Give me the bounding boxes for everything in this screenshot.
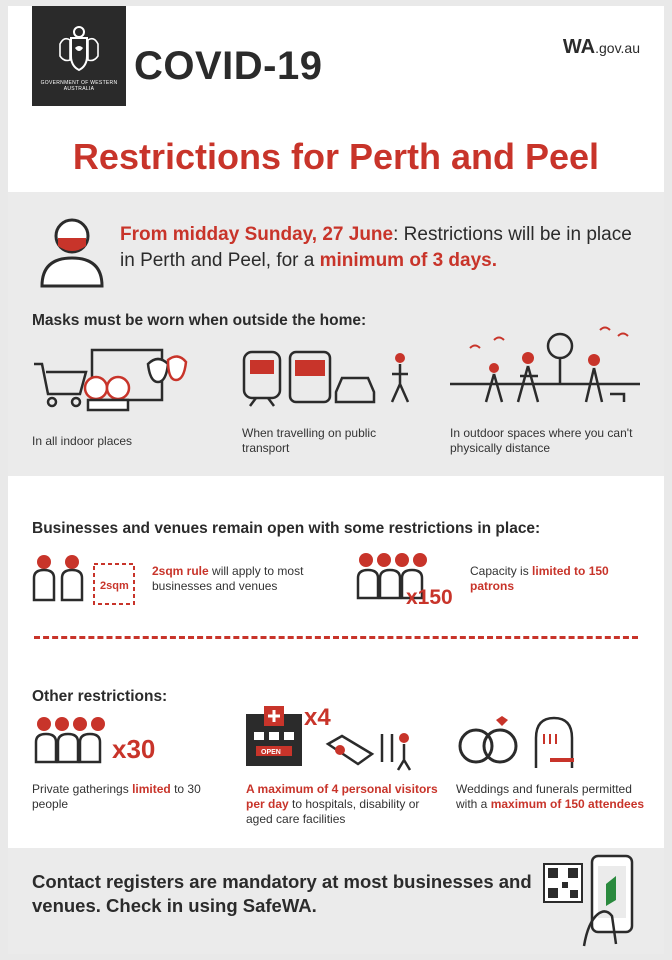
footer-text: Contact registers are mandatory at most businesses and venues. Check in using SafeWA.	[32, 871, 532, 916]
indoor-places-icon	[30, 344, 190, 414]
wa-logo-sub: .gov.au	[595, 40, 640, 56]
visitors-multiplier: x4	[304, 704, 331, 731]
capacity-text-bold: limited to 150 patrons	[470, 564, 609, 593]
mask-caption-indoor: In all indoor places	[32, 434, 133, 448]
outdoor-spaces-icon	[450, 318, 640, 414]
gatherings-text-bold: limited	[132, 782, 171, 796]
masks-heading: Masks must be worn when outside the home:	[32, 312, 367, 329]
coat-of-arms-icon	[54, 24, 104, 76]
open-sign: OPEN	[261, 749, 281, 756]
section-divider	[34, 636, 638, 639]
visitors-text-bold: A maximum of 4 personal visitors per day	[246, 782, 438, 811]
gatherings-text-lead: Private gatherings	[32, 782, 133, 796]
gatherings-text-rest: to 30 people	[32, 782, 201, 811]
public-transport-icon	[240, 346, 420, 412]
capacity-text	[470, 564, 640, 594]
government-crest	[32, 6, 126, 106]
gathering-people-icon	[32, 714, 116, 768]
mask-caption-transport: When travelling on public transport	[242, 426, 377, 455]
masked-person-icon	[36, 212, 108, 288]
capacity-text-lead: Capacity is	[470, 564, 533, 578]
intro-minimum: minimum of 3 days.	[319, 250, 497, 271]
wa-logo-main: WA	[562, 36, 596, 58]
poster	[8, 6, 664, 954]
mask-caption-outdoor: In outdoor spaces where you can't physically distance	[450, 426, 633, 455]
businesses-heading: Businesses and venues remain open with some restrictions in place:	[32, 520, 541, 537]
weddings-text-lead: Weddings and funerals permitted with a	[456, 782, 632, 811]
intro-body: : Restrictions will be in place in Perth and Peel, for a	[120, 224, 632, 271]
visitors-text	[246, 782, 446, 827]
gatherings-text	[32, 782, 212, 812]
sqm-rule-text	[152, 564, 342, 594]
sqm-rule-bold: 2sqm rule	[152, 564, 209, 578]
weddings-text	[456, 782, 646, 812]
distanced-people-icon	[30, 550, 140, 608]
page-title: COVID-19	[134, 44, 323, 88]
weddings-text-bold: maximum of 150 attendees	[490, 797, 645, 811]
intro-text	[120, 222, 640, 274]
intro-date: From midday Sunday, 27 June	[120, 224, 394, 245]
safewa-phone-qr-icon	[540, 850, 652, 954]
wedding-rings-icon	[456, 714, 586, 770]
gatherings-multiplier: x30	[112, 734, 156, 764]
hospital-icon	[242, 704, 422, 772]
capacity-multiplier: x150	[406, 586, 453, 609]
crest-label: GOVERNMENT OF WESTERN AUSTRALIA	[40, 80, 118, 92]
sqm-badge: 2sqm	[100, 580, 129, 592]
wa-gov-logo	[563, 36, 640, 59]
visitors-text-rest: to hospitals, disability or aged care facilities	[246, 797, 420, 826]
sqm-rule-rest: will apply to most businesses and venues	[152, 564, 304, 593]
page-subtitle: Restrictions for Perth and Peel	[72, 136, 600, 177]
other-heading: Other restrictions:	[32, 688, 168, 705]
